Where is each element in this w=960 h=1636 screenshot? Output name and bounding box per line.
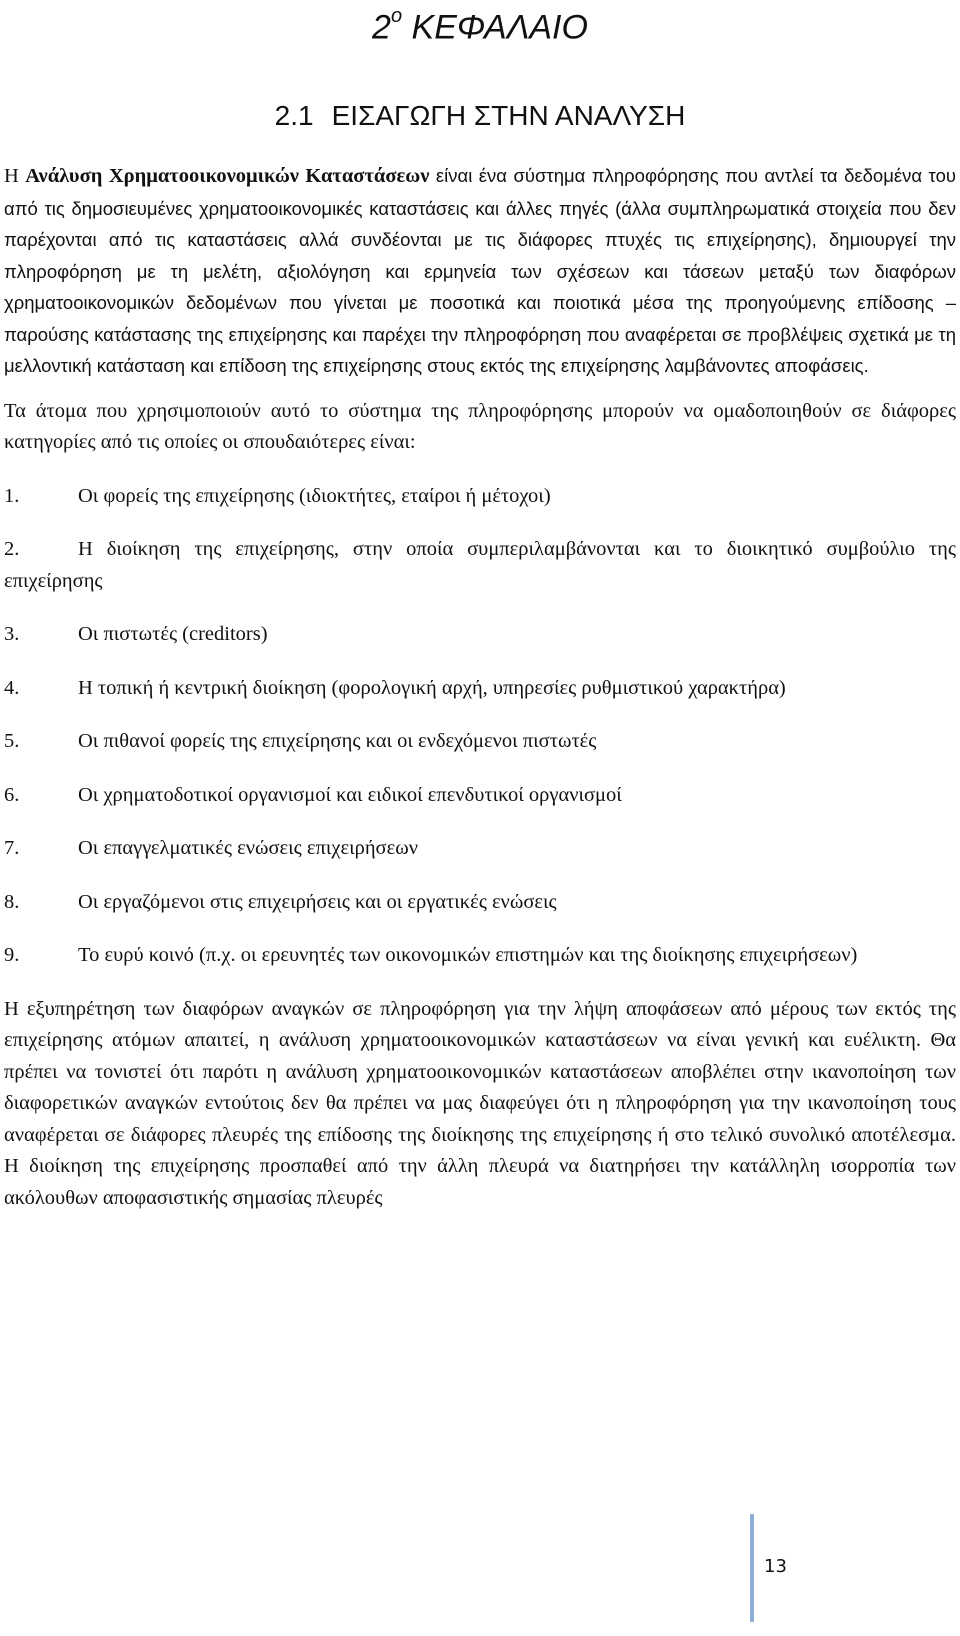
list-item-text: Οι φορείς της επιχείρησης (ιδιοκτήτες, εταίροι ή μέτοχοι)	[78, 484, 551, 507]
users-paragraph: Τα άτομα που χρησιμοποιούν αυτό το σύστημα της πληροφόρησης μπορούν να ομαδοποιηθούν σε διάφορες κατηγορίες από τις οποίες οι σπουδαιότερες είναι:	[4, 399, 956, 453]
page-body	[4, 160, 956, 1214]
intro-pre: Η	[4, 165, 26, 187]
list-item-text: Η τοπική ή κεντρική διοίκηση (φορολογική αρχή, υπηρεσίες ρυθμιστικού χαρακτήρα)	[78, 676, 786, 699]
list-item	[4, 481, 956, 513]
list-item	[4, 534, 956, 597]
list-item-text: Οι επαγγελματικές ενώσεις επιχειρήσεων	[78, 837, 418, 859]
intro-paragraph	[4, 160, 956, 382]
intro-bold-term: Ανάλυση Χρηματοοικονομικών Καταστάσεων	[25, 165, 430, 187]
list-item-number: 2.	[4, 538, 20, 560]
list-item-number: 1.	[4, 484, 20, 507]
chapter-number: 2	[372, 8, 391, 47]
list-item	[4, 619, 956, 651]
chapter-heading	[0, 0, 960, 47]
section-heading	[0, 98, 960, 134]
list-item-text: Το ευρύ κοινό (π.χ. οι ερευνητές των οικονομικών επιστημών και της διοίκησης επιχειρήσεων)	[78, 944, 858, 966]
list-item-text: Οι πιστωτές (creditors)	[78, 623, 268, 645]
chapter-title: ΚΕΦΑΛΑΙΟ	[411, 8, 588, 47]
list-item-text: Η διοίκηση της επιχείρησης, στην οποία συμπεριλαμβάνονται και το διοικητικό συμβούλιο της επιχείρησης	[4, 538, 956, 592]
list-item-number: 8.	[4, 890, 20, 913]
list-item-text: Οι χρηματοδοτικοί οργανισμοί και ειδικοί επενδυτικοί οργανισμοί	[78, 783, 622, 806]
list-item	[4, 780, 956, 812]
list-item-number: 7.	[4, 837, 20, 859]
list-item-number: 9.	[4, 944, 20, 966]
list-item	[4, 726, 956, 758]
list-item-text: Οι εργαζόμενοι στις επιχειρήσεις και οι εργατικές ενώσεις	[78, 890, 557, 913]
section-number: 2.1	[274, 100, 314, 131]
section-title: ΕΙΣΑΓΩΓΗ ΣΤΗΝ ΑΝΑΛΥΣΗ	[331, 100, 686, 131]
list-item-number: 3.	[4, 623, 20, 645]
list-item	[4, 887, 956, 919]
intro-rest: είναι ένα σύστημα πληροφόρησης που αντλεί τα δεδομένα του από τις δημοσιευμένες χρηματοοικονομικές καταστάσεις και άλλες πηγές (άλλα συμπληρωματικά στοιχεία που δεν παρέχονται από τις καταστάσεις αλλά συνδέονται με τις διάφορες πτυχές τις επιχείρησης), δημιουργεί την πληροφόρηση με τη μελέτη, αξιολόγηση και ερμηνεία των σχέσεων και τάσεων μεταξύ των διαφόρων χρηματοοικονομικών δεδομένων που γίνεται με ποσοτικά και ποιοτικά μέσα της προηγούμενης επίδοσης – παρούσης κατάστασης της επιχείρησης και παρέχει την πληροφόρηση που αναφέρεται σε προβλέψεις σχετικά με τη μελλοντική κατάσταση και επίδοση της επιχείρησης στους εκτός της επιχείρησης λαμβάνοντες αποφάσεις.	[4, 165, 956, 376]
list-item-number: 5.	[4, 730, 20, 752]
footer-bar	[750, 1514, 754, 1622]
users-list	[4, 481, 956, 972]
page-number: 13	[764, 1556, 787, 1577]
list-item-text: Οι πιθανοί φορείς της επιχείρησης και οι ενδεχόμενοι πιστωτές	[78, 730, 597, 752]
closing-paragraph: Η εξυπηρέτηση των διαφόρων αναγκών σε πληροφόρηση για την λήψη αποφάσεων από μέρους των εκτός της επιχείρησης ατόμων απαιτεί, η ανάλυση χρηματοοικονομικών καταστάσεων να είναι γενική και ευέλικτη. Θα πρέπει να τονιστεί ότι παρότι η ανάλυση χρηματοοικονομικών καταστάσεων αποβλέπει στην ικανοποίηση των διαφορετικών αναγκών εντούτοις δεν θα πρέπει να μας διαφεύγει ότι η πληροφόρηση για την ικανοποίηση τους αναφέρεται σε διάφορες πλευρές της επίδοσης της διοίκησης της επιχείρησης ή στο τελικό συνολικό αποτέλεσμα. Η διοίκηση της επιχείρησης προσπαθεί από την άλλη πλευρά να διατηρήσει την κατάλληλη ισορροπία των ακόλουθων αποφασιστικής σημασίας πλευρές	[4, 997, 956, 1209]
list-item-number: 6.	[4, 783, 20, 806]
list-item	[4, 673, 956, 705]
list-item	[4, 940, 956, 972]
chapter-superscript: ο	[390, 5, 403, 27]
list-item	[4, 833, 956, 865]
list-item-number: 4.	[4, 676, 20, 699]
